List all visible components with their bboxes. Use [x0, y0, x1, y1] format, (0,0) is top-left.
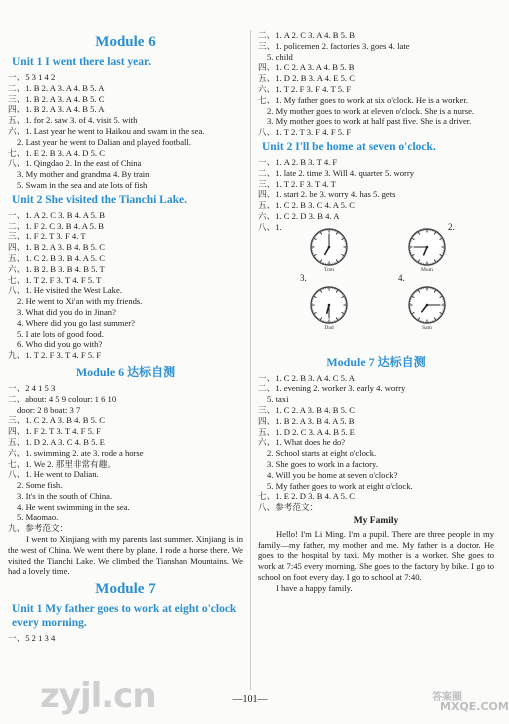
answer-line: 3. What did you do in Jinan? — [17, 306, 116, 317]
answer-line: 五、1. D 2. C 3. A 4. B 5. E — [258, 426, 355, 437]
answer-line: 七、1. My father goes to work at six o'clock. He is a worker. — [258, 94, 468, 105]
answer-line: 2. My mother goes to work at eleven o'clock. She is a nurse. — [267, 105, 475, 116]
watermark-logo: 答案圈 — [432, 692, 462, 703]
answer-line: 五、1. C 2. B 3. B 4. A 5. C — [8, 252, 105, 263]
answer-line: 三、1. T 2. F 3. T 4. T — [258, 178, 336, 189]
clock-face-icon — [407, 285, 447, 325]
clock-face-icon — [309, 285, 349, 325]
answer-line: 3. My mother goes to work at half past five. She is a driver. — [267, 116, 472, 127]
answer-line: 5. Maomao. — [17, 512, 59, 523]
answer-line: 2. He went to Xi'an with my friends. — [17, 296, 143, 307]
clock-label: Dad — [324, 324, 334, 331]
answer-line: 四、1. C 2. A 3. A 4. B 5. B — [258, 62, 355, 73]
answer-line: 5. My father goes to work at eight o'clock. — [267, 480, 413, 491]
answer-line: 八、1. — [258, 221, 282, 232]
answer-line: 5. child — [267, 51, 293, 62]
answer-line: 3. She goes to work in a factory. — [267, 458, 378, 469]
page-number: —101— — [232, 694, 268, 705]
answer-line: 2. School starts at eight o'clock. — [267, 448, 377, 459]
column-divider — [250, 30, 251, 690]
answer-line: 六、1. T 2. F 3. F 4. T 5. F — [258, 83, 352, 94]
answer-line: 七、1. T 2. F 3. T 4. F 5. T — [8, 274, 102, 285]
clock-label: Mum — [421, 266, 433, 273]
answer-line: 八、1. T 2. T 3. F 4. F 5. F — [258, 127, 352, 138]
model-essay-end: I have a happy family. — [276, 582, 353, 593]
answer-line: 三、1. C 2. A 3. B 4. B 5. C — [8, 415, 105, 426]
answer-line: 一、1. A 2. C 3. B 4. A 5. B — [8, 209, 105, 220]
module-7-title: Module 7 — [95, 581, 156, 598]
answer-line: 五、1. C 2. B 3. C 4. A 5. C — [258, 200, 355, 211]
answer-line: 四、1. F 2. T 3. T 4. F 5. F — [8, 426, 101, 437]
clock-number: 4. — [398, 272, 405, 283]
answer-line: 4. He went swimming in the sea. — [17, 501, 130, 512]
answer-line: 五、1. D 2. A 3. C 4. B 5. E — [8, 436, 105, 447]
module-6-test-title: Module 6 达标自测 — [75, 364, 176, 379]
clock-dad — [308, 285, 350, 332]
answer-line: 一、5 2 1 3 4 — [8, 633, 56, 644]
watermark-logo: zyjl.cn — [40, 676, 156, 716]
answer-line: 四、1. B 2. A 3. A 4. B 5. A — [8, 104, 105, 115]
answer-line: 3. My mother and grandma 4. By train — [17, 169, 150, 180]
watermark-logo: MXQE.COM — [440, 700, 509, 713]
answer-line: 七、1. We 2. 那里非常有趣。 — [8, 458, 116, 469]
clock-label: Sam — [422, 324, 432, 331]
clock-face-icon — [407, 227, 447, 267]
answer-line: 三、1. C 2. A 3. B 4. B 5. C — [258, 404, 355, 415]
answer-line: 五、1. D 2. B 3. A 4. E 5. C — [258, 73, 355, 84]
clock-number: 2. — [448, 221, 455, 232]
answer-line: 2. Some fish. — [17, 480, 63, 491]
module-7-unit-2-title: Unit 2 I'll be home at seven o'clock. — [262, 140, 436, 153]
answer-line: 八、参考范文： — [258, 502, 319, 513]
answer-line: 三、1. B 2. A 3. A 4. B 5. C — [8, 93, 105, 104]
answer-line: 四、1. B 2. A 3. B 4. A 5. B — [258, 415, 355, 426]
answer-line: 二、1. A 2. C 3. A 4. B 5. B — [258, 30, 355, 40]
left-column — [8, 30, 243, 644]
answer-line: 五、1. for 2. saw 3. of 4. visit 5. with — [8, 115, 138, 126]
clock-sam — [406, 285, 448, 332]
answer-line: 四、1. start 2. be 3. worry 4. has 5. gets — [258, 189, 396, 200]
answer-line: 一、5 3 1 4 2 — [8, 72, 56, 82]
answer-line: 一、1. A 2. B 3. T 4. F — [258, 156, 338, 167]
answer-line: 5. I ate lots of good food. — [17, 328, 104, 339]
answer-line: 六、1. B 2. B 3. B 4. B 5. T — [8, 263, 105, 274]
answer-line: 三、1. policemen 2. factories 3. goes 4. late — [258, 40, 410, 51]
clock-face-icon — [309, 227, 349, 267]
clock-tom — [308, 227, 350, 274]
answer-line: 二、1. F 2. C 3. B 4. A 5. B — [8, 220, 104, 231]
answer-line: 二、1. evening 2. worker 3. early 4. worry — [258, 383, 406, 394]
answer-line: door: 2 8 boat: 3 7 — [17, 404, 81, 415]
answer-line: 六、1. Last year he went to Haikou and swam in the sea. — [8, 125, 205, 136]
answer-line: 二、about: 4 5 9 colour: 1 6 10 — [8, 393, 117, 404]
answer-line: 3. It's in the south of China. — [17, 490, 113, 501]
answer-line: 6. Who did you go with? — [17, 339, 103, 350]
model-essay: I went to Xinjiang with my parents last summer. Xinjiang is in the west of China. We went there by plane. I rode a horse there. We visited the Tianchi Lake. We climbed the Tianshan Mountains. We had a lovely time. — [8, 534, 243, 577]
answer-line: 一、2 4 1 5 3 — [8, 382, 56, 393]
answer-line: 2. Last year he went to Dalian and played football. — [17, 136, 191, 147]
answer-line: 一、1. C 2. B 3. A 4. C 5. A — [258, 372, 355, 383]
answer-line: 八、1. He went to Dalian. — [8, 469, 99, 480]
module-7-test-title: Module 7 达标自测 — [326, 354, 426, 369]
answer-line: 九、参考范文： — [8, 523, 69, 534]
answer-line: 八、1. Qingdao 2. In the east of China — [8, 158, 142, 169]
answer-line: 二、1. late 2. time 3. Will 4. quarter 5. worry — [258, 167, 415, 178]
right-column — [258, 30, 494, 593]
clock-number: 3. — [300, 272, 307, 283]
answer-line: 4. Will you be home at seven o'clock? — [267, 469, 398, 480]
answer-line: 三、1. F 2. T 3. F 4. T — [8, 231, 86, 242]
answer-line: 5. Swam in the sea and ate lots of fish — [17, 179, 148, 190]
answer-line: 4. Where did you go last summer? — [17, 317, 135, 328]
answer-line: 四、1. B 2. A 3. B 4. B 5. C — [8, 242, 105, 253]
module-7-unit-1-title: Unit 1 My father goes to work at eight o'clock every morning. — [12, 603, 237, 630]
unit-2-title: Unit 2 She visited the Tianchi Lake. — [12, 193, 187, 206]
unit-1-title: Unit 1 I went there last year. — [12, 56, 151, 68]
module-6-title: Module 6 — [95, 34, 156, 50]
model-essay: Hello! I'm Li Ming. I'm a pupil. There are three people in my family—my father, my mother and me. My father is a doctor. He goes to the hospital by taxi. My mother is a worker. She goes to work at 7:45 every morning. She goes to the factory by bike. I go to school on foot every day. I go to school at 7:40. — [258, 528, 494, 582]
answer-line: 八、1. He visited the West Lake. — [8, 285, 122, 296]
answer-line: 六、1. C 2. D 3. B 4. A — [258, 210, 340, 221]
answer-line: 七、1. E 2. B 3. A 4. D 5. C — [8, 147, 105, 158]
clock-mum — [406, 227, 448, 274]
answer-line: 二、1. B 2. A 3. A 4. B 5. A — [8, 82, 105, 93]
clock-label: Tom — [323, 266, 334, 273]
answer-line: 5. taxi — [267, 394, 289, 405]
answer-line: 九、1. T 2. F 3. T 4. F 5. F — [8, 350, 102, 361]
answer-line: 六、1. What does he do? — [258, 437, 346, 448]
answer-line: 七、1. E 2. D 3. B 4. A 5. C — [258, 491, 355, 502]
answer-line: 六、1. swimming 2. ate 3. rode a horse — [8, 447, 144, 458]
essay-title: My Family — [353, 515, 399, 526]
